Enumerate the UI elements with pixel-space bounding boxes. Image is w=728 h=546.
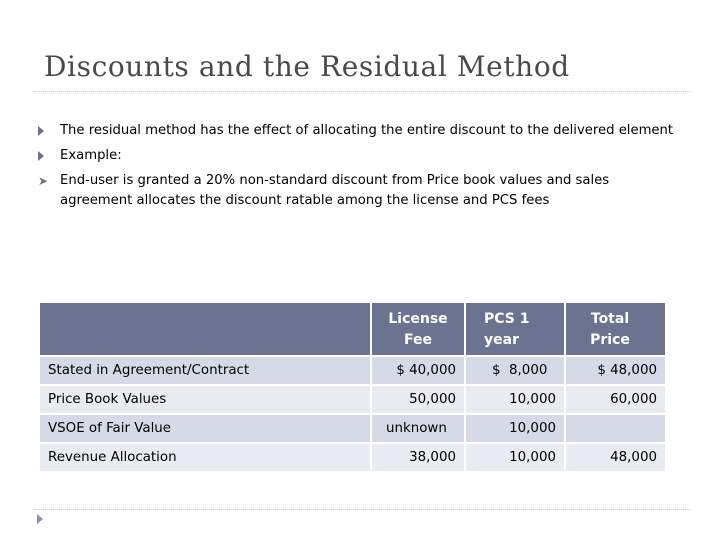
total-price-cell — [565, 414, 665, 443]
footer-divider — [34, 509, 690, 510]
header-pcs — [465, 303, 565, 356]
header-license-fee-text: License Fee — [388, 311, 448, 348]
license-fee-cell: 50,000 — [371, 385, 465, 414]
row-label: VSOE of Fair Value — [40, 414, 371, 443]
table-header-row — [40, 303, 665, 356]
bullet-text: End-user is granted a 20% non-standard discount from Price book values and sales agreement allocates the discount ratable among the license and PCS fees — [60, 173, 610, 208]
header-pcs-text: PCS 1 year — [484, 311, 530, 348]
slide-title: Discounts and the Residual Method — [44, 50, 570, 83]
table-row — [40, 356, 665, 385]
license-fee-cell: $ 40,000 — [371, 356, 465, 385]
pcs-cell — [465, 356, 565, 385]
triangle-icon — [38, 121, 52, 141]
table-row — [40, 385, 665, 414]
bullet-text: The residual method has the effect of allocating the entire discount to the delivered element — [60, 123, 674, 138]
row-label: Price Book Values — [40, 385, 371, 414]
license-fee-cell: unknown — [371, 414, 465, 443]
header-total-price — [565, 303, 665, 356]
bullet-text: Example: — [60, 148, 122, 163]
total-price-cell: 60,000 — [565, 385, 665, 414]
pcs-cell: 10,000 — [465, 385, 565, 414]
bullet-list — [38, 121, 678, 216]
allocation-table — [40, 303, 665, 471]
row-label: Stated in Agreement/Contract — [40, 356, 371, 385]
pcs-cell: 10,000 — [465, 414, 565, 443]
header-license-fee — [371, 303, 465, 356]
arrow-icon: ➤ — [38, 174, 49, 188]
row-label: Revenue Allocation — [40, 443, 371, 471]
triangle-icon — [38, 146, 52, 166]
bullet-item — [38, 121, 678, 141]
title-divider — [34, 91, 690, 92]
total-price-cell: 48,000 — [565, 443, 665, 471]
pcs-cell: 10,000 — [465, 443, 565, 471]
triangle-icon — [37, 514, 43, 524]
bullet-item — [38, 146, 678, 166]
table-row — [40, 414, 665, 443]
total-price-cell: $ 48,000 — [565, 356, 665, 385]
header-label — [40, 303, 371, 356]
license-fee-cell: 38,000 — [371, 443, 465, 471]
bullet-item — [38, 171, 678, 211]
header-total-price-text: Total Price — [590, 311, 630, 348]
pcs-cell-text: $ 8,000 — [492, 363, 548, 378]
table-row — [40, 443, 665, 471]
